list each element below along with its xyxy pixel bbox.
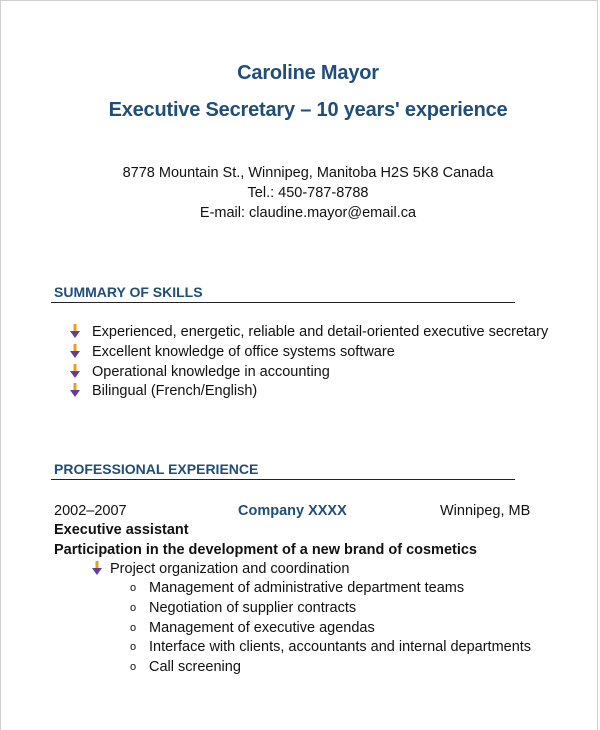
task-item — [92, 561, 349, 577]
job-years: 2002–2007 — [54, 503, 127, 519]
circle-bullet-icon: o — [130, 622, 137, 634]
skills-rule — [51, 302, 515, 303]
experience-rule — [51, 479, 515, 480]
job-company: Company XXXX — [238, 503, 347, 519]
skills-heading: SUMMARY OF SKILLS — [54, 284, 203, 300]
circle-bullet-icon: o — [130, 641, 137, 653]
subtask-text: Management of executive agendas — [149, 620, 375, 636]
candidate-name: Caroline Mayor — [237, 62, 379, 84]
subtask-item — [130, 620, 375, 636]
experience-heading: PROFESSIONAL EXPERIENCE — [54, 461, 259, 477]
circle-bullet-icon: o — [130, 602, 137, 614]
subtask-text: Interface with clients, accountants and internal departments — [149, 639, 532, 655]
skill-text: Bilingual (French/English) — [92, 383, 258, 399]
skill-item — [70, 324, 548, 340]
job-project: Participation in the development of a new brand of cosmetics — [54, 542, 477, 558]
skill-item — [70, 364, 330, 380]
address-line: 8778 Mountain St., Winnipeg, Manitoba H2S 5K8 Canada — [122, 165, 494, 181]
subtask-text: Call screening — [149, 659, 241, 675]
arrow-bullet-icon — [70, 344, 82, 358]
subtask-text: Management of administrative department teams — [149, 580, 465, 596]
phone-line: Tel.: 450-787-8788 — [247, 185, 369, 201]
skill-text: Operational knowledge in accounting — [92, 364, 330, 380]
circle-bullet-icon: o — [130, 582, 137, 594]
arrow-bullet-icon — [92, 561, 104, 575]
skill-text: Experienced, energetic, reliable and detail-oriented executive secretary — [92, 324, 549, 340]
job-location: Winnipeg, MB — [440, 503, 531, 519]
subtask-item — [130, 659, 241, 675]
job-role: Executive assistant — [54, 522, 189, 538]
candidate-title: Executive Secretary – 10 years' experience — [108, 99, 508, 121]
circle-bullet-icon: o — [130, 661, 137, 673]
subtask-item — [130, 600, 356, 616]
subtask-text: Negotiation of supplier contracts — [149, 600, 357, 616]
skill-item — [70, 344, 395, 360]
arrow-bullet-icon — [70, 324, 82, 338]
arrow-bullet-icon — [70, 364, 82, 378]
email-line: E-mail: claudine.mayor@email.ca — [199, 205, 417, 221]
skill-item — [70, 383, 257, 399]
arrow-bullet-icon — [70, 383, 82, 397]
subtask-item — [130, 639, 531, 655]
subtask-item — [130, 580, 464, 596]
task-text: Project organization and coordination — [110, 561, 350, 577]
skill-text: Excellent knowledge of office systems software — [92, 344, 395, 360]
